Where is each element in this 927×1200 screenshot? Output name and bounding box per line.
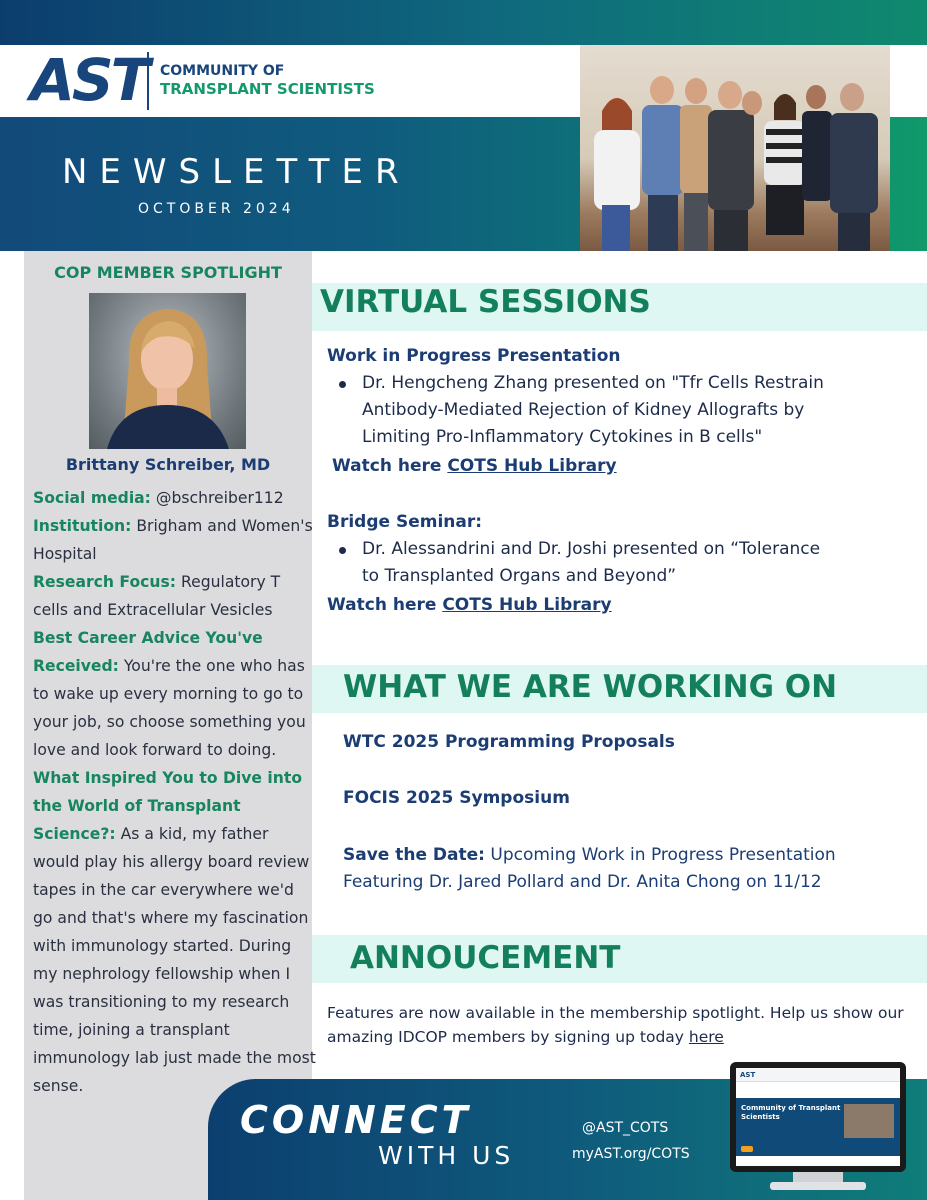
institution-value: Brigham and Women's Hospital (33, 517, 313, 563)
inspired-value: As a kid, my father would play his allergy board review tapes in the car everywhere we'd go and that's where my fascination with immunology started. During my nephrology fellowship when I was transitioning to my research time, joining a transplant immunology lab just made the most sense. (33, 825, 316, 1095)
advice-value: You're the one who has to wake up every morning to go to your job, so choose something you love and look forward to doing. (33, 657, 306, 759)
preview-nav (736, 1068, 900, 1082)
monitor-stand-base (770, 1182, 866, 1190)
bridge-line-1: Dr. Alessandrini and Dr. Joshi presented on “Tolerance (362, 539, 821, 559)
spotlight-heading: COP MEMBER SPOTLIGHT (54, 263, 282, 282)
bullet-icon (339, 381, 346, 388)
member-bio (33, 484, 317, 1100)
social-label: Social media: (33, 489, 151, 507)
announcement-line-2 (327, 1024, 724, 1051)
social-handle[interactable]: @AST_COTS (582, 1120, 669, 1136)
institution-label: Institution: (33, 517, 132, 535)
monitor-stand (793, 1172, 843, 1182)
cots-hub-library-link-2[interactable]: COTS Hub Library (442, 595, 612, 615)
watch-here-2 (327, 592, 612, 619)
wip-line-3: Limiting Pro-Inflammatory Cytokines in B cells" (362, 427, 763, 447)
working-item-focis: FOCIS 2025 Symposium (343, 788, 570, 808)
ast-logo: AST (30, 46, 148, 114)
bio-inspired (33, 764, 317, 1100)
website-preview (736, 1068, 900, 1166)
announcement-line-1: Features are now available in the membership spotlight. Help us show our (327, 1004, 904, 1022)
org-name-line2: TRANSPLANT SCIENTISTS (160, 80, 375, 98)
research-label: Research Focus: (33, 573, 177, 591)
bio-research (33, 568, 317, 624)
inspired-label: What Inspired You to Dive into the World of Transplant Science?: (33, 769, 303, 843)
preview-photo (844, 1104, 894, 1138)
save-the-date (343, 842, 836, 869)
virtual-sessions-title: VIRTUAL SESSIONS (320, 284, 651, 320)
announcement-title: ANNOUCEMENT (350, 940, 621, 976)
announcement-line-2-text: amazing IDCOP members by signing up today (327, 1028, 689, 1046)
group-photo-illustration (580, 45, 890, 251)
member-headshot (89, 293, 246, 449)
group-photo (580, 45, 890, 251)
bio-advice (33, 624, 317, 764)
preview-title (741, 1104, 840, 1122)
watch-label-1: Watch here (332, 456, 442, 476)
logo-divider (147, 52, 149, 110)
save-the-date-value: Upcoming Work in Progress Presentation (484, 845, 836, 865)
wip-line-2: Antibody-Mediated Rejection of Kidney Allografts by (362, 400, 805, 420)
signup-here-link[interactable]: here (688, 1028, 724, 1046)
bio-institution (33, 512, 317, 568)
preview-title-line-2: Scientists (741, 1113, 780, 1121)
headshot-illustration (89, 293, 246, 449)
save-the-date-line-2: Featuring Dr. Jared Pollard and Dr. Anita Chong on 11/12 (343, 872, 822, 892)
newsletter-date: OCTOBER 2024 (138, 201, 295, 217)
working-item-wtc: WTC 2025 Programming Proposals (343, 732, 675, 752)
newsletter-title: NEWSLETTER (62, 152, 411, 192)
monitor-icon (730, 1062, 906, 1172)
org-name-line1: COMMUNITY OF (160, 63, 285, 79)
working-on-title: WHAT WE ARE WORKING ON (343, 669, 838, 705)
with-us-heading: WITH US (378, 1141, 515, 1170)
watch-label-2: Watch here (327, 595, 437, 615)
wip-line-1: Dr. Hengcheng Zhang presented on "Tfr Cells Restrain (362, 373, 824, 393)
bio-social (33, 484, 317, 512)
preview-title-line-1: Community of Transplant (741, 1104, 841, 1112)
advice-label: Best Career Advice You've Received: (33, 629, 263, 675)
research-value: Regulatory T cells and Extracellular Vesicles (33, 573, 281, 619)
bridge-line-2: to Transplanted Organs and Beyond” (362, 566, 677, 586)
social-value: @bschreiber112 (150, 489, 284, 507)
cots-hub-library-link-1[interactable]: COTS Hub Library (447, 456, 617, 476)
preview-button (741, 1146, 753, 1152)
save-the-date-label: Save the Date: (343, 845, 485, 865)
bullet-icon (339, 547, 346, 554)
preview-logo: AST (740, 1071, 756, 1079)
bridge-heading: Bridge Seminar: (327, 512, 483, 532)
website-url[interactable]: myAST.org/COTS (572, 1146, 690, 1162)
member-name: Brittany Schreiber, MD (65, 455, 271, 474)
wip-heading: Work in Progress Presentation (327, 346, 621, 366)
top-accent-bar (0, 0, 927, 45)
watch-here-1 (332, 453, 617, 480)
connect-heading: CONNECT (240, 1098, 472, 1142)
